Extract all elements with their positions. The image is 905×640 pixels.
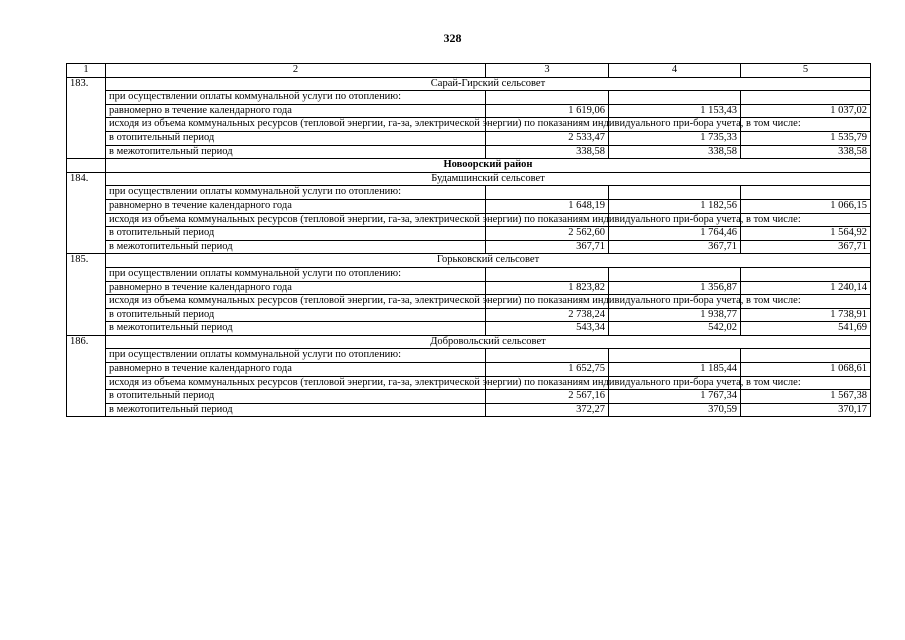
intro-row	[67, 186, 871, 200]
value-cell: 370,17	[741, 403, 871, 417]
table-row	[67, 363, 871, 377]
table-row	[67, 281, 871, 295]
value-cell: 1 738,91	[741, 308, 871, 322]
intro-label: при осуществлении оплаты коммунальной услуги по отоплению:	[106, 91, 486, 105]
value-cell: 2 567,16	[486, 390, 609, 404]
row-label: исходя из объема коммунальных ресурсов (тепловой энергии, га-за, электрической энергии) по показаниям индивидуального при-бора учета, в том числе:	[106, 118, 486, 132]
section-header-row	[67, 254, 871, 268]
section-name: Будамшинский сельсовет	[106, 172, 871, 186]
section-number: 183.	[67, 77, 106, 159]
row-label: равномерно в течение календарного года	[106, 199, 486, 213]
region-row	[67, 159, 871, 173]
page-number: 328	[443, 31, 462, 45]
empty-value-cell	[486, 186, 609, 200]
section-header-row	[67, 172, 871, 186]
value-cell: 1 068,61	[741, 363, 871, 377]
empty-value-cell	[741, 267, 871, 281]
row-label: равномерно в течение календарного года	[106, 363, 486, 377]
section-name: Сарай-Гирский сельсовет	[106, 77, 871, 91]
value-cell: 338,58	[609, 145, 741, 159]
row-label: в отопительный период	[106, 131, 486, 145]
row-label: в отопительный период	[106, 227, 486, 241]
row-label: в межотопительный период	[106, 322, 486, 336]
section-header-row	[67, 77, 871, 91]
intro-label: при осуществлении оплаты коммунальной услуги по отоплению:	[106, 349, 486, 363]
value-cell: 1 185,44	[609, 363, 741, 377]
value-cell: 338,58	[741, 145, 871, 159]
empty-value-cell	[486, 91, 609, 105]
intro-row	[67, 91, 871, 105]
value-cell: 542,02	[609, 322, 741, 336]
value-cell: 1 037,02	[741, 104, 871, 118]
empty-value-cell	[609, 186, 741, 200]
row-label: в отопительный период	[106, 308, 486, 322]
value-cell: 1 564,92	[741, 227, 871, 241]
section-number: 184.	[67, 172, 106, 254]
empty-value-cell	[486, 267, 609, 281]
row-label: в межотопительный период	[106, 145, 486, 159]
table-row	[67, 227, 871, 241]
value-cell: 1 619,06	[486, 104, 609, 118]
value-cell: 1 764,46	[609, 227, 741, 241]
row-label: в межотопительный период	[106, 240, 486, 254]
value-cell: 338,58	[486, 145, 609, 159]
intro-label: при осуществлении оплаты коммунальной услуги по отоплению:	[106, 186, 486, 200]
section-number: 186.	[67, 335, 106, 417]
value-cell: 1 066,15	[741, 199, 871, 213]
column-header: 1	[67, 64, 106, 78]
table-row	[67, 240, 871, 254]
value-cell: 370,59	[609, 403, 741, 417]
empty-value-cell	[609, 349, 741, 363]
value-cell: 372,27	[486, 403, 609, 417]
tariff-table-body	[67, 64, 871, 417]
row-label: в межотопительный период	[106, 403, 486, 417]
row-label: исходя из объема коммунальных ресурсов (тепловой энергии, га-за, электрической энергии) по показаниям индивидуального при-бора учета, в том числе:	[106, 376, 486, 390]
region-title: Новоорский район	[106, 159, 871, 173]
row-label: равномерно в течение календарного года	[106, 104, 486, 118]
table-row	[67, 104, 871, 118]
empty-value-cell	[741, 91, 871, 105]
empty-value-cell	[741, 186, 871, 200]
value-cell: 1 567,38	[741, 390, 871, 404]
column-header: 3	[486, 64, 609, 78]
value-cell: 1 767,34	[609, 390, 741, 404]
column-header: 4	[609, 64, 741, 78]
intro-row	[67, 267, 871, 281]
column-header: 2	[106, 64, 486, 78]
region-number-cell	[67, 159, 106, 173]
empty-value-cell	[609, 91, 741, 105]
table-row	[67, 145, 871, 159]
value-cell: 1 648,19	[486, 199, 609, 213]
value-cell: 1 182,56	[609, 199, 741, 213]
value-cell: 541,69	[741, 322, 871, 336]
column-header-row	[67, 64, 871, 78]
section-number: 185.	[67, 254, 106, 336]
table-row	[67, 295, 871, 309]
tariff-table	[66, 63, 871, 417]
intro-label: при осуществлении оплаты коммунальной услуги по отоплению:	[106, 267, 486, 281]
section-header-row	[67, 335, 871, 349]
table-row	[67, 118, 871, 132]
value-cell: 1 938,77	[609, 308, 741, 322]
row-label: равномерно в течение календарного года	[106, 281, 486, 295]
value-cell: 1 823,82	[486, 281, 609, 295]
value-cell: 1 356,87	[609, 281, 741, 295]
intro-row	[67, 349, 871, 363]
value-cell: 1 652,75	[486, 363, 609, 377]
row-label: исходя из объема коммунальных ресурсов (тепловой энергии, га-за, электрической энергии) по показаниям индивидуального при-бора учета, в том числе:	[106, 213, 486, 227]
table-row	[67, 308, 871, 322]
column-header: 5	[741, 64, 871, 78]
value-cell: 1 153,43	[609, 104, 741, 118]
section-name: Горьковский сельсовет	[106, 254, 871, 268]
table-row	[67, 390, 871, 404]
row-label: в отопительный период	[106, 390, 486, 404]
row-label: исходя из объема коммунальных ресурсов (тепловой энергии, га-за, электрической энергии) по показаниям индивидуального при-бора учета, в том числе:	[106, 295, 486, 309]
value-cell: 367,71	[741, 240, 871, 254]
value-cell: 1 240,14	[741, 281, 871, 295]
value-cell: 2 562,60	[486, 227, 609, 241]
table-row	[67, 376, 871, 390]
empty-value-cell	[486, 349, 609, 363]
table-row	[67, 131, 871, 145]
empty-value-cell	[609, 267, 741, 281]
value-cell: 367,71	[486, 240, 609, 254]
table-row	[67, 403, 871, 417]
value-cell: 543,34	[486, 322, 609, 336]
value-cell: 1 735,33	[609, 131, 741, 145]
table-row	[67, 322, 871, 336]
table-row	[67, 213, 871, 227]
table-row	[67, 199, 871, 213]
section-name: Добровольский сельсовет	[106, 335, 871, 349]
value-cell: 2 738,24	[486, 308, 609, 322]
value-cell: 367,71	[609, 240, 741, 254]
empty-value-cell	[741, 349, 871, 363]
value-cell: 2 533,47	[486, 131, 609, 145]
value-cell: 1 535,79	[741, 131, 871, 145]
